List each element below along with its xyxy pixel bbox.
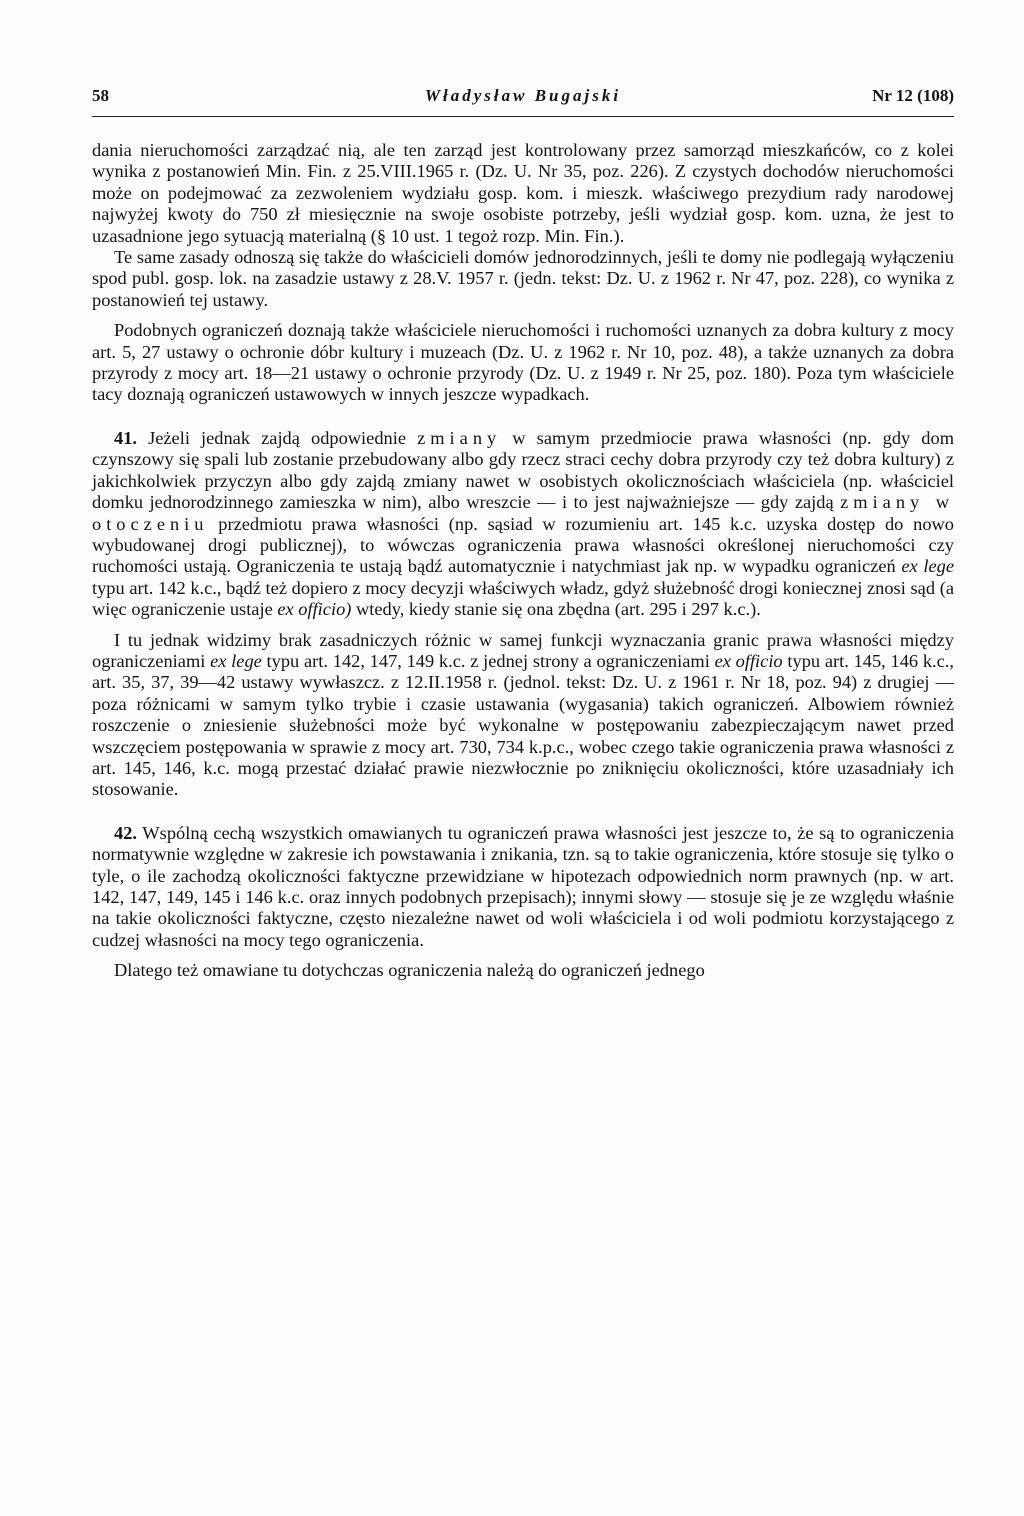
emphasis-spaced: zmiany <box>417 427 502 448</box>
paragraph: Podobnych ograniczeń doznają także właściciele nieruchomości i ruchomości uznanych za dobra kultury z mocy art. 5, 27 ustawy o ochronie dóbr kultury i muzeach (Dz. U. z 1962 r. Nr 10, poz. 48), a także uznanych za dobra przyrody z mocy art. 18—21 ustawy o ochronie przyrody (Dz. U. z 1949 r. Nr 25, poz. 180). Poza tym właściciele tacy doznają ograniczeń ustawowych w innych jeszcze wypadkach. <box>92 320 954 405</box>
emphasis-italic: ex lege <box>210 650 262 671</box>
running-header-author: Władysław Bugajski <box>424 86 622 105</box>
body-text <box>92 140 954 982</box>
emphasis-italic: ex officio) <box>277 599 352 620</box>
paragraph-41 <box>92 428 954 621</box>
page-number: 58 <box>92 86 109 105</box>
text-run: I tu jednak widzimy brak zasadniczych różnic w samej funkcji wyznaczania granic prawa własności między ograniczeniami <box>92 629 954 671</box>
issue-number: Nr 12 (108) <box>872 86 954 105</box>
paragraph <box>92 630 954 801</box>
paragraph-number: 42. <box>114 822 137 843</box>
text-run: typu art. 142, 147, 149 k.c. z jednej strony a ograniczeniami <box>261 650 715 671</box>
text-run: przedmiotu prawa własności (np. sąsiad w rozumieniu art. 145 k.c. uzyska dostęp do nowo wybudowanej drogi publicznej), to wówczas ograniczenia prawa własności określonej nieruchomości czy ruchomości ustają. Ograniczenia te ustają bądź automatycznie i natychmiast jak np. w wypadku ograniczeń <box>92 513 954 577</box>
text-run: w samym przedmiocie prawa własności (np. gdy dom czynszowy się spali lub zostanie przebudowany albo gdy rzecz straci cechy dobra przyrody czy też dobra kultury) z jakichkolwiek przyczyn albo gdy zajdą zmiany nawet w osobistych okolicznościach właściciela (np. właściciel domku jednorodzinnego zamieszka w nim), albo wreszcie — i to jest najważniejsze — gdy zajdą <box>92 427 954 513</box>
emphasis-italic: ex officio <box>714 650 783 671</box>
text-run: typu art. 145, 146 k.c., art. 35, 37, 39—42 ustawy wywłaszcz. z 12.II.1958 r. (jednol. tekst: Dz. U. z 1961 r. Nr 18, poz. 94) z drugiej — poza różnicami w samym tylko trybie i czasie ustawania (wygasania) takich ograniczeń. Albowiem również roszczenie o zniesienie służebności może być wykonalne w postępowaniu zabezpieczającym nawet przed wszczęciem postępowania w sprawie z mocy art. 730, 734 k.p.c., wobec czego takie ograniczenia prawa własności z art. 145, 146, k.c. mogą przestać działać prawie niezwłocznie po zniknięciu okoliczności, które uzasadniały ich stosowanie. <box>92 650 954 800</box>
paragraph: Te same zasady odnoszą się także do właścicieli domów jednorodzinnych, jeśli te domy nie podlegają wyłączeniu spod publ. gosp. lok. na zasadzie ustawy z 28.V. 1957 r. (jedn. tekst: Dz. U. z 1962 r. Nr 47, poz. 228), co wynika z postanowień tej ustawy. <box>92 247 954 310</box>
paragraph: Dlatego też omawiane tu dotychczas ograniczenia należą do ograniczeń jednego <box>114 960 705 981</box>
text-run: typu art. 142 k.c., bądź też dopiero z mocy decyzji właściwych władz, gdyż służebność drogi koniecznej znosi sąd (a więc ograniczenie ustaje <box>92 577 954 620</box>
paragraph-42 <box>92 823 954 951</box>
text-run: wtedy, kiedy stanie się ona zbędna (art. 295 i 297 k.c.). <box>351 599 761 620</box>
running-header <box>92 76 954 117</box>
paragraph-continuation: dania nieruchomości zarządzać nią, ale ten zarząd jest kontrolowany przez samorząd mieszkańców, co z kolei wynika z postanowień Min. Fin. z 25.VIII.1965 r. (Dz. U. Nr 35, poz. 226). Z czystych dochodów nieruchomości może on podejmować za zezwoleniem wydziału gosp. kom. i mieszk. właściwego prezydium rady narodowej najwyżej kwoty do 750 zł miesięcznie na swoje osobiste potrzeby, jeśli wydział gosp. kom. uzna, że jest to uzasadnione jego sytuacją materialną (§ 10 ust. 1 tegoż rozp. Min. Fin.). <box>92 140 954 246</box>
emphasis-spaced: zmiany w otoczeniu <box>92 492 954 534</box>
paragraph-number: 41. <box>114 427 137 448</box>
emphasis-italic: ex lege <box>901 556 954 577</box>
text-run: Jeżeli jednak zajdą odpowiednie <box>137 427 418 448</box>
text-run: Wspólną cechą wszystkich omawianych tu ograniczeń prawa własności jest jeszcze to, że są to ograniczenia normatywnie względne w zakresie ich powstawania i znikania, tzn. są to takie ograniczenia, które stosuje się tylko o tyle, o ile zachodzą okoliczności faktyczne przewidziane w hipotezach odpowiednich norm prawnych (np. w art. 142, 147, 149, 145 i 146 k.c. oraz innych podobnych przepisach); innymi słowy — stosuje się je ze względu właśnie na takie okoliczności faktyczne, często niezależne nawet od woli właściciela i od woli podmiotu korzystającego z cudzej własności na mocy tego ograniczenia. <box>92 822 954 950</box>
